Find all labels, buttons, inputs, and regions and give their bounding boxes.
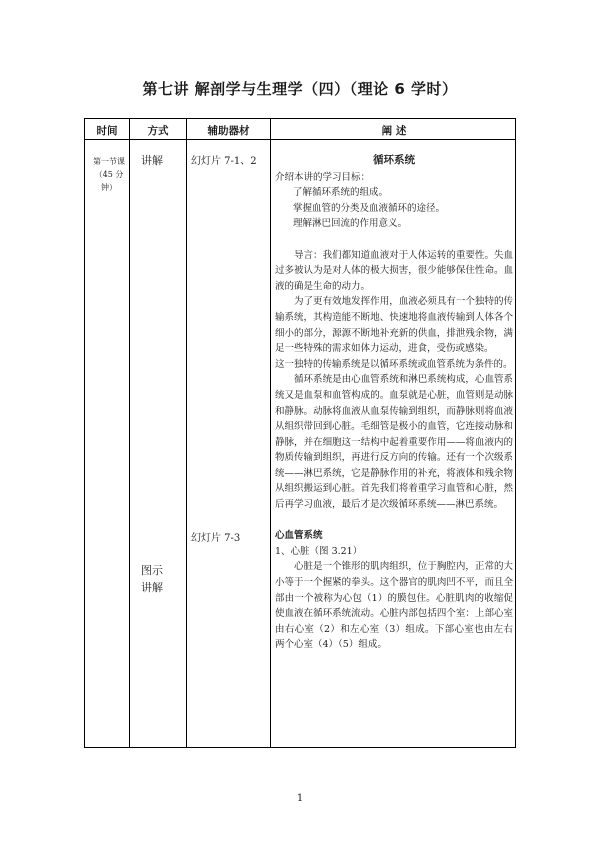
subsection-title: 心血管系统	[275, 530, 323, 542]
method-cell-1: 讲解	[141, 154, 163, 167]
column-divider	[270, 119, 271, 747]
paragraph: 这一独特的传输系统是以循环系统或血管系统为条件的。	[275, 358, 513, 370]
intro-text: 介绍本讲的学习目标：	[275, 171, 371, 183]
description-cell	[275, 153, 513, 653]
goal-item: 了解循环系统的组成。	[293, 187, 389, 199]
header-time: 时间	[96, 125, 118, 137]
equipment-cell-1: 幻灯片 7-1、2	[191, 156, 257, 167]
paragraph: 心脏是一个锥形的肌肉组织，位于胸腔内，正常的大小等于一个握紧的拳头。这个器官的肌肉凹不平，而且全部由一个被称为心包（1）的膜包住。心脏肌肉的收缩促使血液在循环系统流动。心脏内部包括四个室：上部心室由右心室（2）和左心室（3）组成。下部心室也由左右两个心室（4）（5）组成。	[275, 561, 513, 651]
method-cell-2	[141, 562, 181, 596]
header-method: 方式	[147, 125, 169, 137]
paragraph: 为了更有效地发挥作用，血液必须具有一个独特的传输系统，其构造能不断地、快速地将血液传输到人体各个细小的部分，源源不断地补充新的供血，排泄残余物，满足一些特殊的需求如体力运动，进食，受伤或感染。	[275, 296, 513, 355]
time-duration: （45 分钟）	[94, 170, 124, 192]
lesson-table	[84, 118, 516, 748]
section-title: 循环系统	[373, 154, 415, 166]
header-equipment: 辅助器材	[207, 125, 250, 137]
page-title: 第七讲 解剖学与生理学（四）（理论 6 学时）	[142, 80, 458, 98]
time-cell	[89, 155, 129, 194]
equipment-cell-2: 幻灯片 7-3	[191, 533, 241, 544]
paragraph: 导言：我们都知道血液对于人体运转的重要性。失血过多被认为是对人体的极大损害，很少能够保住性命。血液的确是生命的动力。	[275, 249, 513, 292]
header-description: 阐 述	[381, 125, 407, 137]
heart-heading: 1、心脏（图 3.21）	[275, 545, 363, 557]
table-header-row	[85, 119, 515, 140]
goal-item: 理解淋巴回流的作用意义。	[293, 218, 408, 230]
paragraph: 循环系统是由心血管系统和淋巴系统构成，心血管系统又是血泵和血管构成的。血泵就是心脏，血管则是动脉和静脉。动脉将血液从血泵传输到组织，而静脉则将血液从组织带回到心脏。毛细管是极小的血管，它连接动脉和静脉，并在细胞这一结构中起着重要作用——将血液内的物质传输到组织，再进行反方向的传输。还有一个次级系统——淋巴系统，它是静脉作用的补充，将液体和残余物从组织搬运到心脏。首先我们将着重学习血管和心脏，然后再学习血液，最后才是次级循环系统——淋巴系统。	[275, 374, 513, 511]
method-line: 讲解	[141, 581, 163, 594]
page-number: 1	[296, 793, 304, 804]
method-line: 图示	[141, 564, 163, 577]
time-label: 第一节课	[93, 157, 125, 166]
column-divider	[129, 119, 130, 747]
goal-item: 掌握血管的分类及血液循环的途径。	[293, 202, 446, 214]
column-divider	[186, 119, 187, 747]
